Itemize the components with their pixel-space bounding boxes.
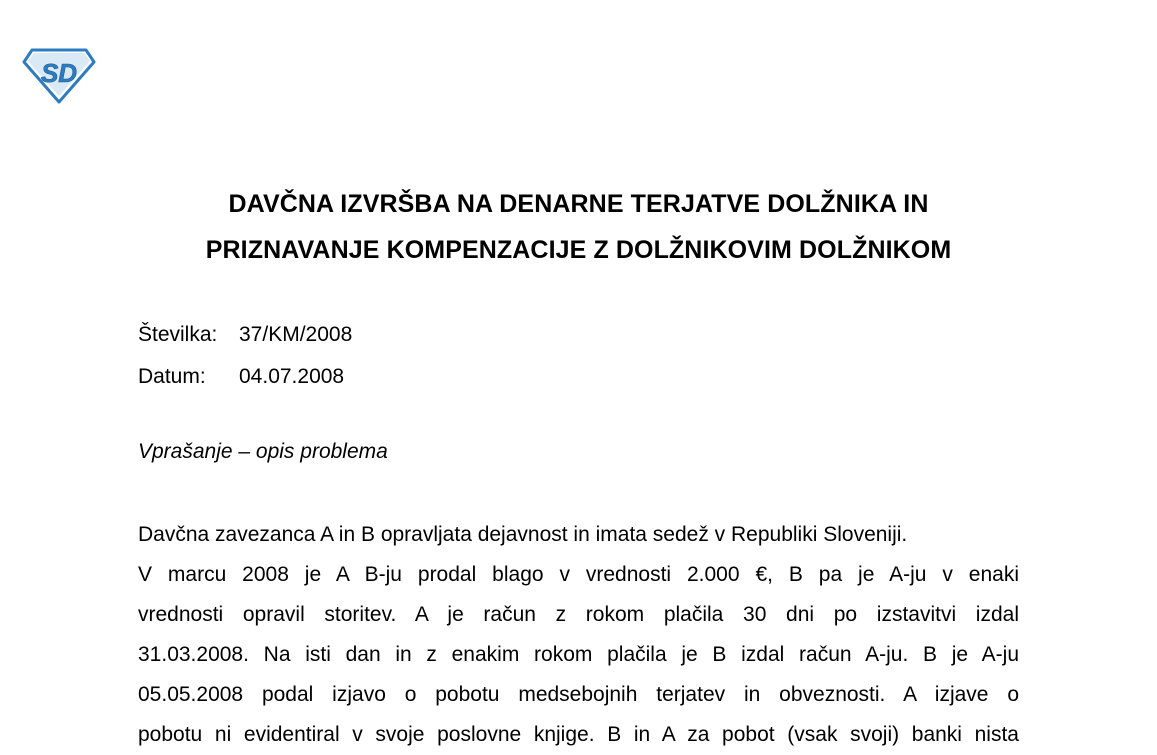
- meta-number-row: [138, 314, 352, 356]
- body-line: vrednosti opravil storitev. A je račun z rokom plačila 30 dni po izstavitvi izdal: [138, 603, 1019, 626]
- document-title: [0, 181, 1157, 273]
- date-value: 04.07.2008: [239, 365, 345, 388]
- sd-diamond-logo-icon: [22, 46, 96, 104]
- document-body: [138, 515, 1019, 755]
- number-value: 37/KM/2008: [239, 323, 353, 346]
- title-line-1: DAVČNA IZVRŠBA NA DENARNE TERJATVE DOLŽNIKA IN: [228, 190, 929, 218]
- title-line-2: PRIZNAVANJE KOMPENZACIJE Z DOLŽNIKOVIM DOLŽNIKOM: [205, 236, 952, 264]
- body-paragraph-1: Davčna zavezanca A in B opravljata dejavnost in imata sedež v Republiki Sloveniji.: [138, 523, 908, 546]
- body-line: V marcu 2008 je A B-ju prodal blago v vrednosti 2.000 €, B pa je A-ju v enaki: [138, 563, 1019, 586]
- meta-date-row: [138, 356, 352, 398]
- body-line: 05.05.2008 podal izjavo o pobotu medsebojnih terjatev in obveznosti. A izjave o: [138, 683, 1019, 706]
- number-label: Številka:: [138, 323, 218, 346]
- question-heading: Vprašanje – opis problema: [138, 440, 388, 463]
- document-meta: [138, 314, 352, 398]
- date-label: Datum:: [138, 365, 206, 388]
- logo-text: SD: [40, 58, 78, 88]
- company-logo: [22, 46, 96, 104]
- body-line: 31.03.2008. Na isti dan in z enakim rokom plačila je B izdal račun A-ju. B je A-ju: [138, 643, 1019, 666]
- body-line: pobotu ni evidentiral v svoje poslovne knjige. B in A za pobot (vsak svoji) banki nista: [138, 723, 1019, 746]
